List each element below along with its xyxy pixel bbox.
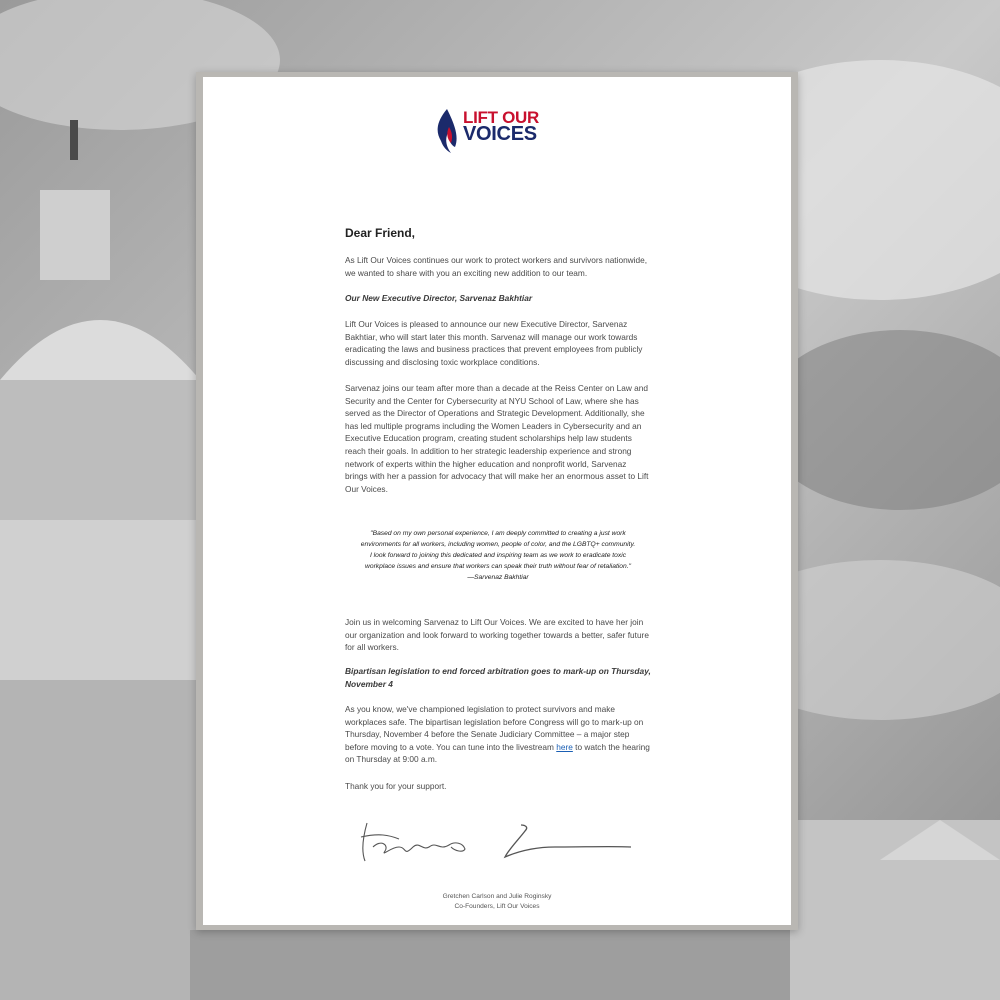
section-heading-executive-director: Our New Executive Director, Sarvenaz Bakhtiar [345,293,533,303]
logo-line-2: VOICES [463,123,537,145]
thanks-line: Thank you for your support. [345,781,447,791]
quote-block [359,528,637,583]
logo-line-1: LIFT OUR [463,108,539,127]
signatories [203,892,791,911]
welcome-paragraph: Join us in welcoming Sarvenaz to Lift Our Voices. We are excited to have her join our organization and look forward to working together towards a better, safer future for all workers. [345,617,649,653]
flame-icon [433,107,459,155]
legislation-text-end: to watch the hearing on Thursday at 9:00 a.m. [345,741,650,765]
quote-author: —Sarvenaz Bakhtiar [467,574,529,581]
founder-names: Gretchen Carlson and Julie Roginsky [442,893,552,900]
intro-paragraph: As Lift Our Voices continues our work to protect workers and survivors nationwide, we wanted to share with you an exciting new addition to our team. [345,255,648,278]
founder-title: Co-Founders, Lift Our Voices [454,902,540,910]
lift-our-voices-logo [433,105,563,157]
letter-page [203,77,791,925]
quote-text: "Based on my own personal experience, I am deeply committed to creating a just work environments for all workers, including women, people of color, and the LGBTQ+ community. I look forward to joining this dedicated and inspiring team as we work to eradicate toxic workplace issues and ensure that workers can speak their truth without fear of retaliation." [360,530,636,570]
greeting: Dear Friend, [345,226,416,240]
announcement-paragraph: Lift Our Voices is pleased to announce our new Executive Director, Sarvenaz Bakhtiar, who will start later this month. Sarvenaz will manage our work towards eradicating the laws and business practices that prevent employees from publicly discussing and disclosing toxic workplace conditions. [345,319,643,367]
signature-julie-roginsky [495,817,635,867]
signature-gretchen-carlson [359,817,469,867]
legislation-text-start: As you know, we've championed legislation to protect survivors and make workplaces safe. The bipartisan legislation before Congress will go to mark-up on Thursday, November 4 before the Senate Judiciary Committee – a major step before moving to a vote. You can tune into the livestream [345,704,644,752]
livestream-link[interactable]: here [556,741,573,752]
background-paragraph: Sarvenaz joins our team after more than a decade at the Reiss Center on Law and Security and the Center for Cybersecurity at NYU School of Law, where she has served as the Director of Operations and Strategic Development. Additionally, she has led multiple programs including the Women Leaders in Cybersecurity and an Executive Education program, creating student scholarships help law students reach their goals. In addition to her strategic leadership experience and strong network of experts within the higher education and nonprofit world, Sarvenaz brings with her a passion for advocacy that will make her an enormous asset to Lift Our Voices. [345,383,649,494]
legislation-paragraph [345,703,651,766]
section-heading-legislation: Bipartisan legislation to end forced arbitration goes to mark-up on Thursday, November 4 [345,666,651,689]
